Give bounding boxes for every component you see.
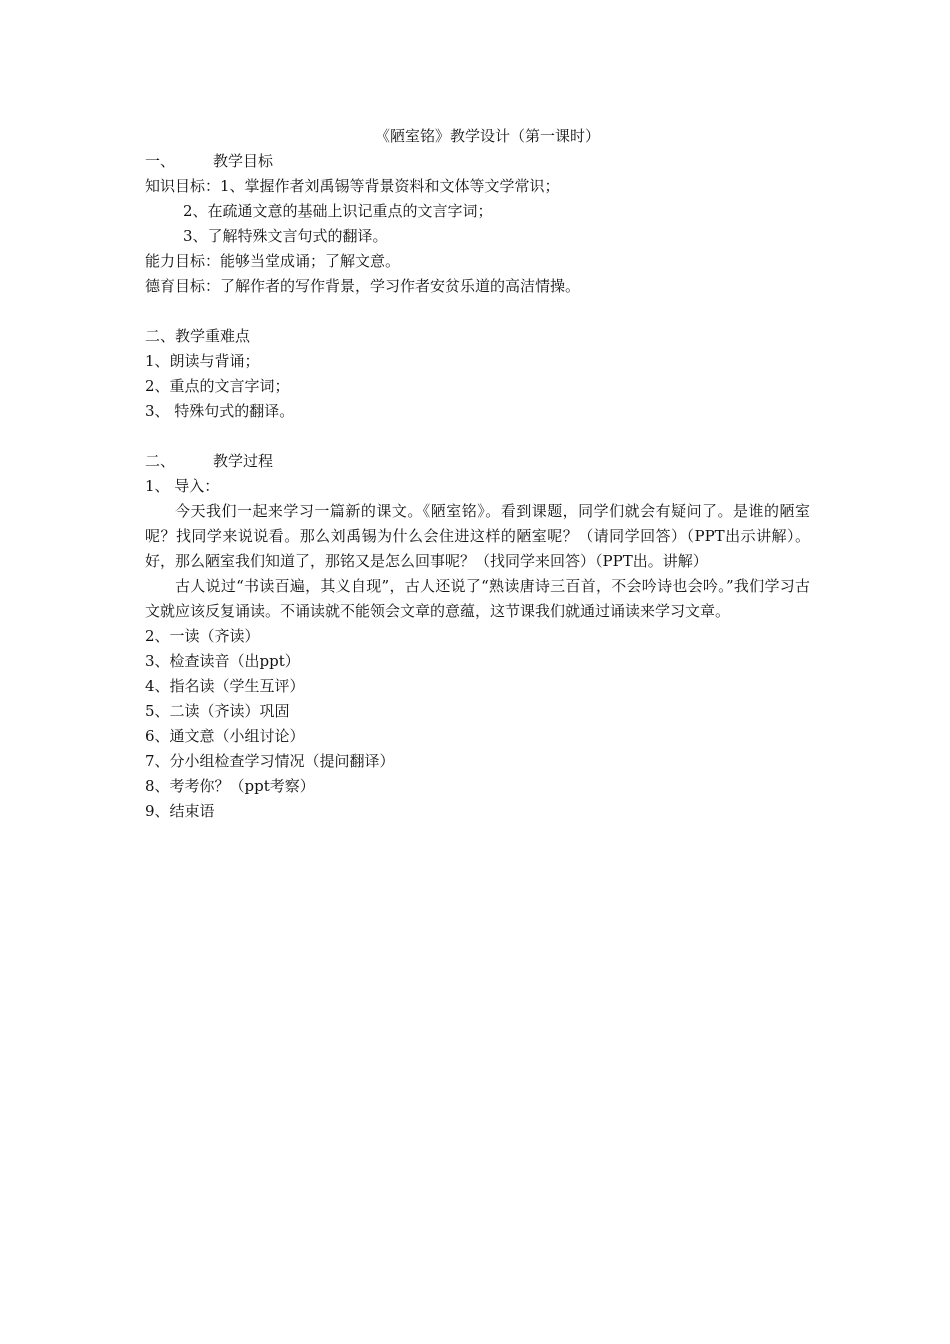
process-step: 5、二读（齐读）巩固 (145, 702, 290, 720)
spacer (145, 424, 810, 449)
section3-heading (145, 449, 810, 474)
process-step: 8、考考你？（ppt考察） (145, 777, 315, 795)
section3-title: 教学过程 (213, 452, 274, 470)
ability-goal: 能力目标：能够当堂成诵；了解文意。 (145, 252, 401, 270)
process-step: 3、检查读音（出ppt） (145, 652, 300, 670)
section2-heading: 二、教学重难点 (145, 327, 251, 345)
recitation-paragraph: 古人说过“书读百遍，其义自现”，古人还说了“熟读唐诗三百首，不会吟诗也会吟。”我们学习古文就应该反复诵读。不诵读就不能领会文章的意蕴，这节课我们就通过诵读来学习文章。 (145, 577, 810, 620)
knowledge-goal-item: 1、掌握作者刘禹锡等背景资料和文体等文学常识； (220, 177, 560, 195)
process-step: 7、分小组检查学习情况（提问翻译） (145, 752, 395, 770)
document-title: 《陋室铭》教学设计（第一课时） (374, 127, 600, 145)
key-point-item: 2、重点的文言字词； (145, 377, 290, 395)
process-step: 6、通文意（小组讨论） (145, 727, 305, 745)
knowledge-goal-item: 3、了解特殊文言句式的翻译。 (183, 227, 388, 245)
knowledge-goal-item: 2、在疏通文意的基础上识记重点的文言字词； (183, 202, 493, 220)
moral-goal: 德育目标：了解作者的写作背景，学习作者安贫乐道的高洁情操。 (145, 277, 581, 295)
document-page (145, 124, 810, 824)
knowledge-goal-label: 知识目标： (145, 177, 221, 195)
process-step: 9、结束语 (145, 802, 215, 820)
section3-number: 二、 (145, 452, 176, 470)
intro-label: 1、 导入： (145, 477, 220, 495)
knowledge-goal-line (145, 174, 810, 199)
process-step: 2、一读（齐读） (145, 627, 260, 645)
intro-paragraph: 今天我们一起来学习一篇新的课文。《陋室铭》。看到课题，同学们就会有疑问了。是谁的陋室呢？找同学来说说看。那么刘禹锡为什么会住进这样的陋室呢？（请同学回答）（PPT出示讲解）。好，那么陋室我们知道了，那铭又是怎么回事呢？（找同学来回答）（PPT出。讲解） (145, 502, 810, 570)
key-point-item: 1、朗读与背诵； (145, 352, 260, 370)
process-step: 4、指名读（学生互评） (145, 677, 305, 695)
key-point-item: 3、 特殊句式的翻译。 (145, 402, 295, 420)
section1-heading (145, 149, 810, 174)
section1-number: 一、 (145, 152, 176, 170)
spacer (145, 299, 810, 324)
section1-title: 教学目标 (213, 152, 274, 170)
